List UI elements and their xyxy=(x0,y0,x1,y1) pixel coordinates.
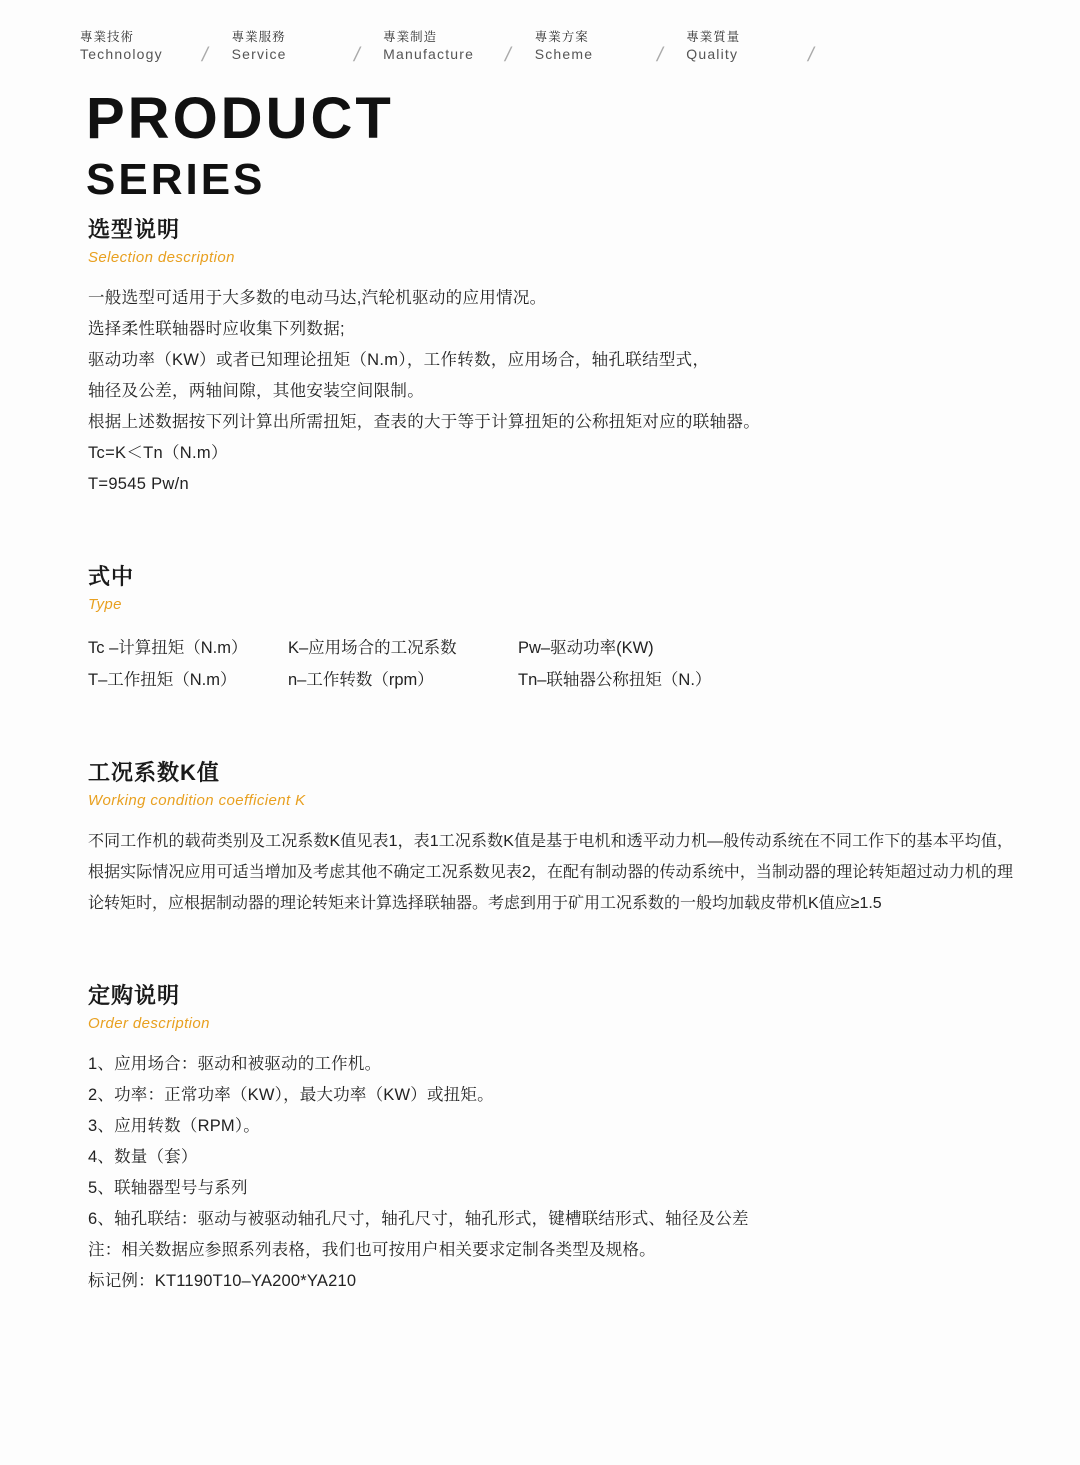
nav-separator-icon: / xyxy=(806,44,817,66)
list-item: 1、应用场合：驱动和被驱动的工作机。 xyxy=(88,1055,382,1073)
nav-item-service-cn: 專業服務 xyxy=(231,30,286,44)
page-title-line2: SERIES xyxy=(86,155,266,204)
nav-item-manufacture[interactable] xyxy=(383,30,529,67)
spacer xyxy=(88,508,1018,562)
nav-item-service[interactable] xyxy=(232,30,378,67)
type-cell-n: n–工作转数（rpm） xyxy=(288,671,434,689)
nav-item-quality[interactable] xyxy=(686,30,832,67)
selection-line-2: 选择柔性联轴器时应收集下列数据; xyxy=(88,320,345,338)
section-selection-title-en: Selection description xyxy=(88,249,235,266)
nav-item-scheme-cn: 專業方案 xyxy=(534,30,589,44)
type-cell-t: T–工作扭矩（N.m） xyxy=(88,671,237,689)
document-body xyxy=(88,215,1018,1305)
nav-item-quality-cn: 專業質量 xyxy=(686,30,741,44)
selection-line-3: 驱动功率（KW）或者已知理论扭矩（N.m），工作转数，应用场合，轴孔联结型式， xyxy=(88,351,710,369)
spacer xyxy=(88,927,1018,981)
section-type-title-en: Type xyxy=(88,596,122,613)
selection-formula-1: Tc=K＜Tn（N.m） xyxy=(88,444,228,462)
spacer xyxy=(88,704,1018,758)
type-cell-k: K–应用场合的工况系数 xyxy=(288,639,457,657)
nav-separator-icon: / xyxy=(351,44,362,66)
list-item: 3、应用转数（RPM）。 xyxy=(88,1117,260,1135)
nav-item-service-en: Service xyxy=(231,46,287,62)
type-cell-tc: Tc –计算扭矩（N.m） xyxy=(88,639,248,657)
section-type xyxy=(88,562,1018,696)
nav-item-technology-cn: 專業技術 xyxy=(80,30,135,44)
order-note: 注：相关数据应参照系列表格，我们也可按用户相关要求定制各类型及规格。 xyxy=(88,1241,656,1259)
list-item: 6、轴孔联结：驱动与被驱动轴孔尺寸，轴孔尺寸，轴孔形式，键槽联结形式、轴径及公差 xyxy=(88,1210,749,1228)
section-coefficient-title-cn: 工况系数K值 xyxy=(88,760,220,785)
section-type-title-cn: 式中 xyxy=(88,564,135,589)
nav-item-technology-en: Technology xyxy=(80,46,163,62)
type-cell-pw: Pw–驱动功率(KW) xyxy=(518,639,654,657)
table-row xyxy=(88,632,1018,664)
type-definition-table xyxy=(88,632,1018,696)
page-title-line1: PRODUCT xyxy=(86,86,394,151)
nav-item-manufacture-en: Manufacture xyxy=(383,46,475,62)
section-order-description xyxy=(88,981,1018,1297)
table-row xyxy=(88,664,1018,696)
selection-formula-2: T=9545 Pw/n xyxy=(88,475,189,493)
list-item: 4、数量（套） xyxy=(88,1148,198,1166)
selection-line-5: 根据上述数据按下列计算出所需扭矩，查表的大于等于计算扭矩的公称扭矩对应的联轴器。 xyxy=(88,413,760,431)
nav-separator-icon: / xyxy=(199,44,211,66)
order-mark-example: 标记例：KT1190T10–YA200*YA210 xyxy=(88,1272,357,1290)
nav-separator-icon: / xyxy=(502,44,514,66)
page-title xyxy=(86,86,394,204)
section-working-coefficient xyxy=(88,758,1018,919)
section-selection-description xyxy=(88,215,1018,500)
list-item: 2、功率：正常功率（KW），最大功率（KW）或扭矩。 xyxy=(88,1086,494,1104)
nav-item-scheme-en: Scheme xyxy=(534,46,594,62)
section-selection-title-cn: 选型说明 xyxy=(88,217,181,242)
order-list xyxy=(88,1049,1018,1297)
nav-item-technology[interactable] xyxy=(80,30,226,67)
top-navigation xyxy=(80,30,1020,70)
selection-line-4: 轴径及公差，两轴间隙，其他安装空间限制。 xyxy=(88,382,424,400)
coefficient-paragraph: 不同工作机的载荷类别及工况系数K值见表1，表1工况系数K值是基于电机和透平动力机—般传动系统在不同工作下的基本平均值，根据实际情况应用可适当增加及考虑其他不确定工况系数见表2，在配有制动器的传动系统中，当制动器的理论转矩超过动力机的理论转矩时，应根据制动器的理论转矩来计算选择联轴器。考虑到用于矿用工况系数的一般均加载皮带机K值应≥1.5 xyxy=(88,833,1013,912)
nav-separator-icon: / xyxy=(654,44,665,66)
nav-item-manufacture-cn: 專業制造 xyxy=(383,30,438,44)
selection-line-1: 一般选型可适用于大多数的电动马达,汽轮机驱动的应用情况。 xyxy=(88,289,547,307)
section-order-title-en: Order description xyxy=(88,1015,210,1032)
type-cell-tn: Tn–联轴器公称扭矩（N.） xyxy=(518,671,712,689)
nav-item-quality-en: Quality xyxy=(686,46,739,62)
section-order-title-cn: 定购说明 xyxy=(88,983,181,1008)
list-item: 5、联轴器型号与系列 xyxy=(88,1179,248,1197)
nav-item-scheme[interactable] xyxy=(535,30,681,67)
section-coefficient-title-en: Working condition coefficient K xyxy=(88,792,306,809)
